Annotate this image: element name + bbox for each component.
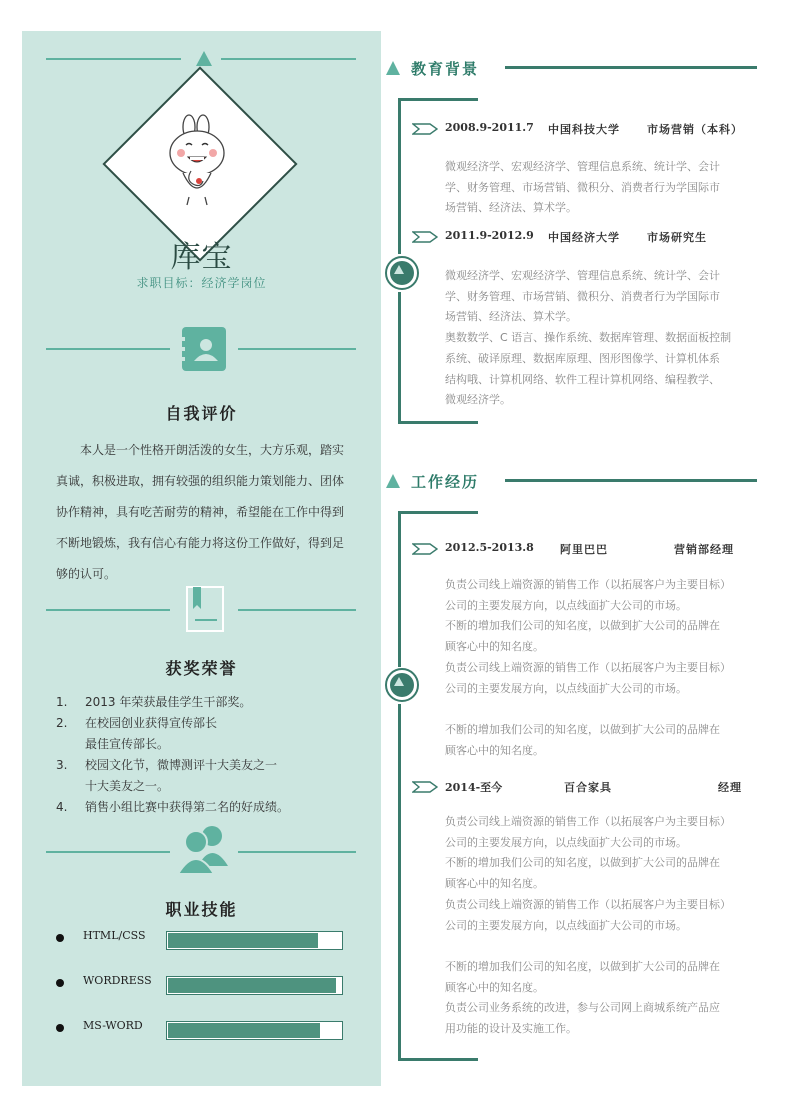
awards-heading: 获奖荣誉	[165, 659, 238, 678]
skill-bar	[166, 976, 343, 995]
school-name: 中国经济大学	[548, 231, 620, 244]
company-name: 百合家具	[564, 781, 612, 794]
award-number: 4.	[56, 800, 68, 814]
divider-line	[238, 609, 356, 611]
description-line: 不断的增加我们公司的知名度，以做到扩大公司的品牌在	[445, 856, 720, 870]
divider-line	[505, 66, 757, 69]
divider-line	[46, 348, 170, 350]
major: 市场研究生	[647, 231, 707, 244]
candidate-name: 库宝	[170, 240, 233, 275]
skill-bar-fill	[168, 933, 318, 948]
description-line: 公司的主要发展方向，以点线面扩大公司的市场。	[445, 918, 687, 932]
education-description	[445, 157, 753, 219]
skills-heading: 职业技能	[165, 900, 238, 919]
chevron-arrow-icon	[412, 231, 438, 246]
awards-list	[56, 692, 356, 818]
work-description	[445, 575, 753, 761]
education-date: 2008.9-2011.7	[445, 121, 534, 134]
work-date: 2014-至今	[445, 781, 503, 794]
avatar	[141, 105, 259, 223]
chevron-arrow-icon	[412, 123, 438, 138]
triangle-icon	[196, 51, 212, 66]
award-number: 3.	[56, 758, 68, 772]
skill-name: HTML/CSS	[83, 929, 146, 942]
self-evaluation-text: 本人是一个性格开朗活泼的女生，大方乐观，踏实真诚，积极进取，拥有较强的组织能力策划能力、团体协作精神，具有吃苦耐劳的精神，希望能在工作中得到不断地锻炼，我有信心有能力将这份工作做好，得到足够的认可。	[56, 443, 345, 581]
skill-name: WORDRESS	[83, 974, 152, 987]
award-item	[56, 797, 356, 818]
description-line: 微观经济学、宏观经济学、管理信息系统、统计学、会计	[445, 160, 720, 173]
education-heading: 教育背景	[411, 60, 480, 78]
award-text: 十大美友之一。	[85, 779, 170, 793]
skill-row	[56, 974, 346, 996]
description-line: 顾客心中的知名度。	[445, 877, 544, 891]
description-line	[445, 699, 753, 720]
position: 营销部经理	[674, 543, 734, 556]
award-text: 销售小组比赛中获得第二名的好成绩。	[85, 800, 290, 814]
award-number: 1.	[56, 695, 68, 709]
company-name: 阿里巴巴	[560, 543, 608, 556]
description-line: 顾客心中的知名度。	[445, 743, 544, 757]
contact-card-icon	[180, 325, 228, 377]
school-name: 中国科技大学	[548, 123, 620, 136]
description-line: 顾客心中的知名度。	[445, 640, 544, 654]
award-number: 2.	[56, 716, 68, 730]
description-line: 微观经济学、宏观经济学、管理信息系统、统计学、会计	[445, 269, 720, 282]
description-line: 公司的主要发展方向，以点线面扩大公司的市场。	[445, 598, 687, 612]
bullet-icon	[56, 979, 64, 987]
skill-name: MS-WORD	[83, 1019, 143, 1032]
work-description	[445, 812, 753, 1040]
award-item	[56, 713, 356, 755]
award-item	[56, 692, 356, 713]
chevron-arrow-icon	[412, 781, 438, 796]
triangle-icon	[386, 474, 400, 488]
education-description	[445, 266, 753, 411]
skill-row	[56, 1019, 346, 1041]
skill-row	[56, 929, 346, 951]
bracket-line	[398, 292, 401, 424]
description-line: 学、财务管理、市场营销、微积分、消费者行为学国际市	[445, 180, 720, 194]
bracket-line	[398, 98, 401, 254]
bracket-line	[398, 98, 478, 101]
triangle-icon	[386, 61, 400, 75]
work-date: 2012.5-2013.8	[445, 541, 534, 554]
bracket-line	[398, 511, 478, 514]
description-line: 公司的主要发展方向，以点线面扩大公司的市场。	[445, 681, 687, 695]
description-line: 负责公司线上端资源的销售工作（以拓展客户为主要目标）	[445, 897, 731, 911]
award-item	[56, 755, 356, 797]
self-evaluation-heading: 自我评价	[165, 404, 238, 423]
job-objective: 求职目标：经济学岗位	[136, 276, 267, 290]
position: 经理	[718, 781, 742, 794]
skill-bar	[166, 931, 343, 950]
triangle-circle-icon	[385, 256, 419, 290]
description-line: 顾客心中的知名度。	[445, 980, 544, 994]
description-line: 不断的增加我们公司的知名度，以做到扩大公司的品牌在	[445, 619, 720, 633]
bunny-avatar-icon	[141, 105, 259, 223]
description-line: 学、财务管理、市场营销、微积分、消费者行为学国际市	[445, 289, 720, 303]
divider-line	[505, 479, 757, 482]
work-heading: 工作经历	[411, 473, 480, 491]
description-line: 场营销、经济法、算术学。	[445, 201, 577, 215]
description-line: 场营销、经济法、算术学。	[445, 310, 577, 324]
description-line: 负责公司线上端资源的销售工作（以拓展客户为主要目标）	[445, 660, 731, 674]
divider-line	[46, 609, 170, 611]
bracket-line	[398, 1058, 478, 1061]
bullet-icon	[56, 1024, 64, 1032]
award-text: 最佳宣传部长。	[85, 737, 170, 751]
major: 市场营销（本科）	[647, 123, 743, 136]
divider-line	[238, 851, 356, 853]
skill-bar-fill	[168, 1023, 320, 1038]
education-date: 2011.9-2012.9	[445, 229, 534, 242]
description-line: 结构哦、计算机网络、软件工程计算机网络、编程教学、	[445, 372, 720, 386]
description-line	[445, 936, 753, 957]
award-text: 在校园创业获得宣传部长	[85, 716, 218, 730]
description-line: 负责公司线上端资源的销售工作（以拓展客户为主要目标）	[445, 815, 731, 828]
chevron-arrow-icon	[412, 543, 438, 558]
book-icon	[184, 584, 226, 638]
skill-bar-fill	[168, 978, 336, 993]
triangle-circle-icon	[385, 668, 419, 702]
description-line: 负责公司线上端资源的销售工作（以拓展客户为主要目标）	[445, 578, 731, 591]
description-line: 不断的增加我们公司的知名度，以做到扩大公司的品牌在	[445, 722, 720, 736]
bullet-icon	[56, 934, 64, 942]
award-text: 2013 年荣获最佳学生干部奖。	[85, 695, 252, 709]
description-line: 奥数数学、C 语言、操作系统、数据库管理、数据面板控制	[445, 331, 732, 345]
description-line: 用功能的设计及实施工作。	[445, 1022, 577, 1036]
divider-line	[46, 851, 170, 853]
award-text: 校园文化节，微博测评十大美友之一	[85, 758, 278, 772]
bracket-line	[398, 704, 401, 1061]
bracket-line	[398, 511, 401, 667]
description-line: 公司的主要发展方向，以点线面扩大公司的市场。	[445, 835, 687, 849]
skill-bar	[166, 1021, 343, 1040]
bracket-line	[398, 421, 478, 424]
people-icon	[176, 822, 234, 880]
divider-line	[46, 58, 181, 60]
description-line: 不断的增加我们公司的知名度，以做到扩大公司的品牌在	[445, 959, 720, 973]
description-line: 系统、破译原理、数据库原理、图形图像学、计算机体系	[445, 351, 720, 365]
divider-line	[221, 58, 356, 60]
divider-line	[238, 348, 356, 350]
description-line: 微观经济学。	[445, 393, 511, 407]
description-line: 负责公司业务系统的改进，参与公司网上商城系统产品应	[445, 1001, 720, 1015]
